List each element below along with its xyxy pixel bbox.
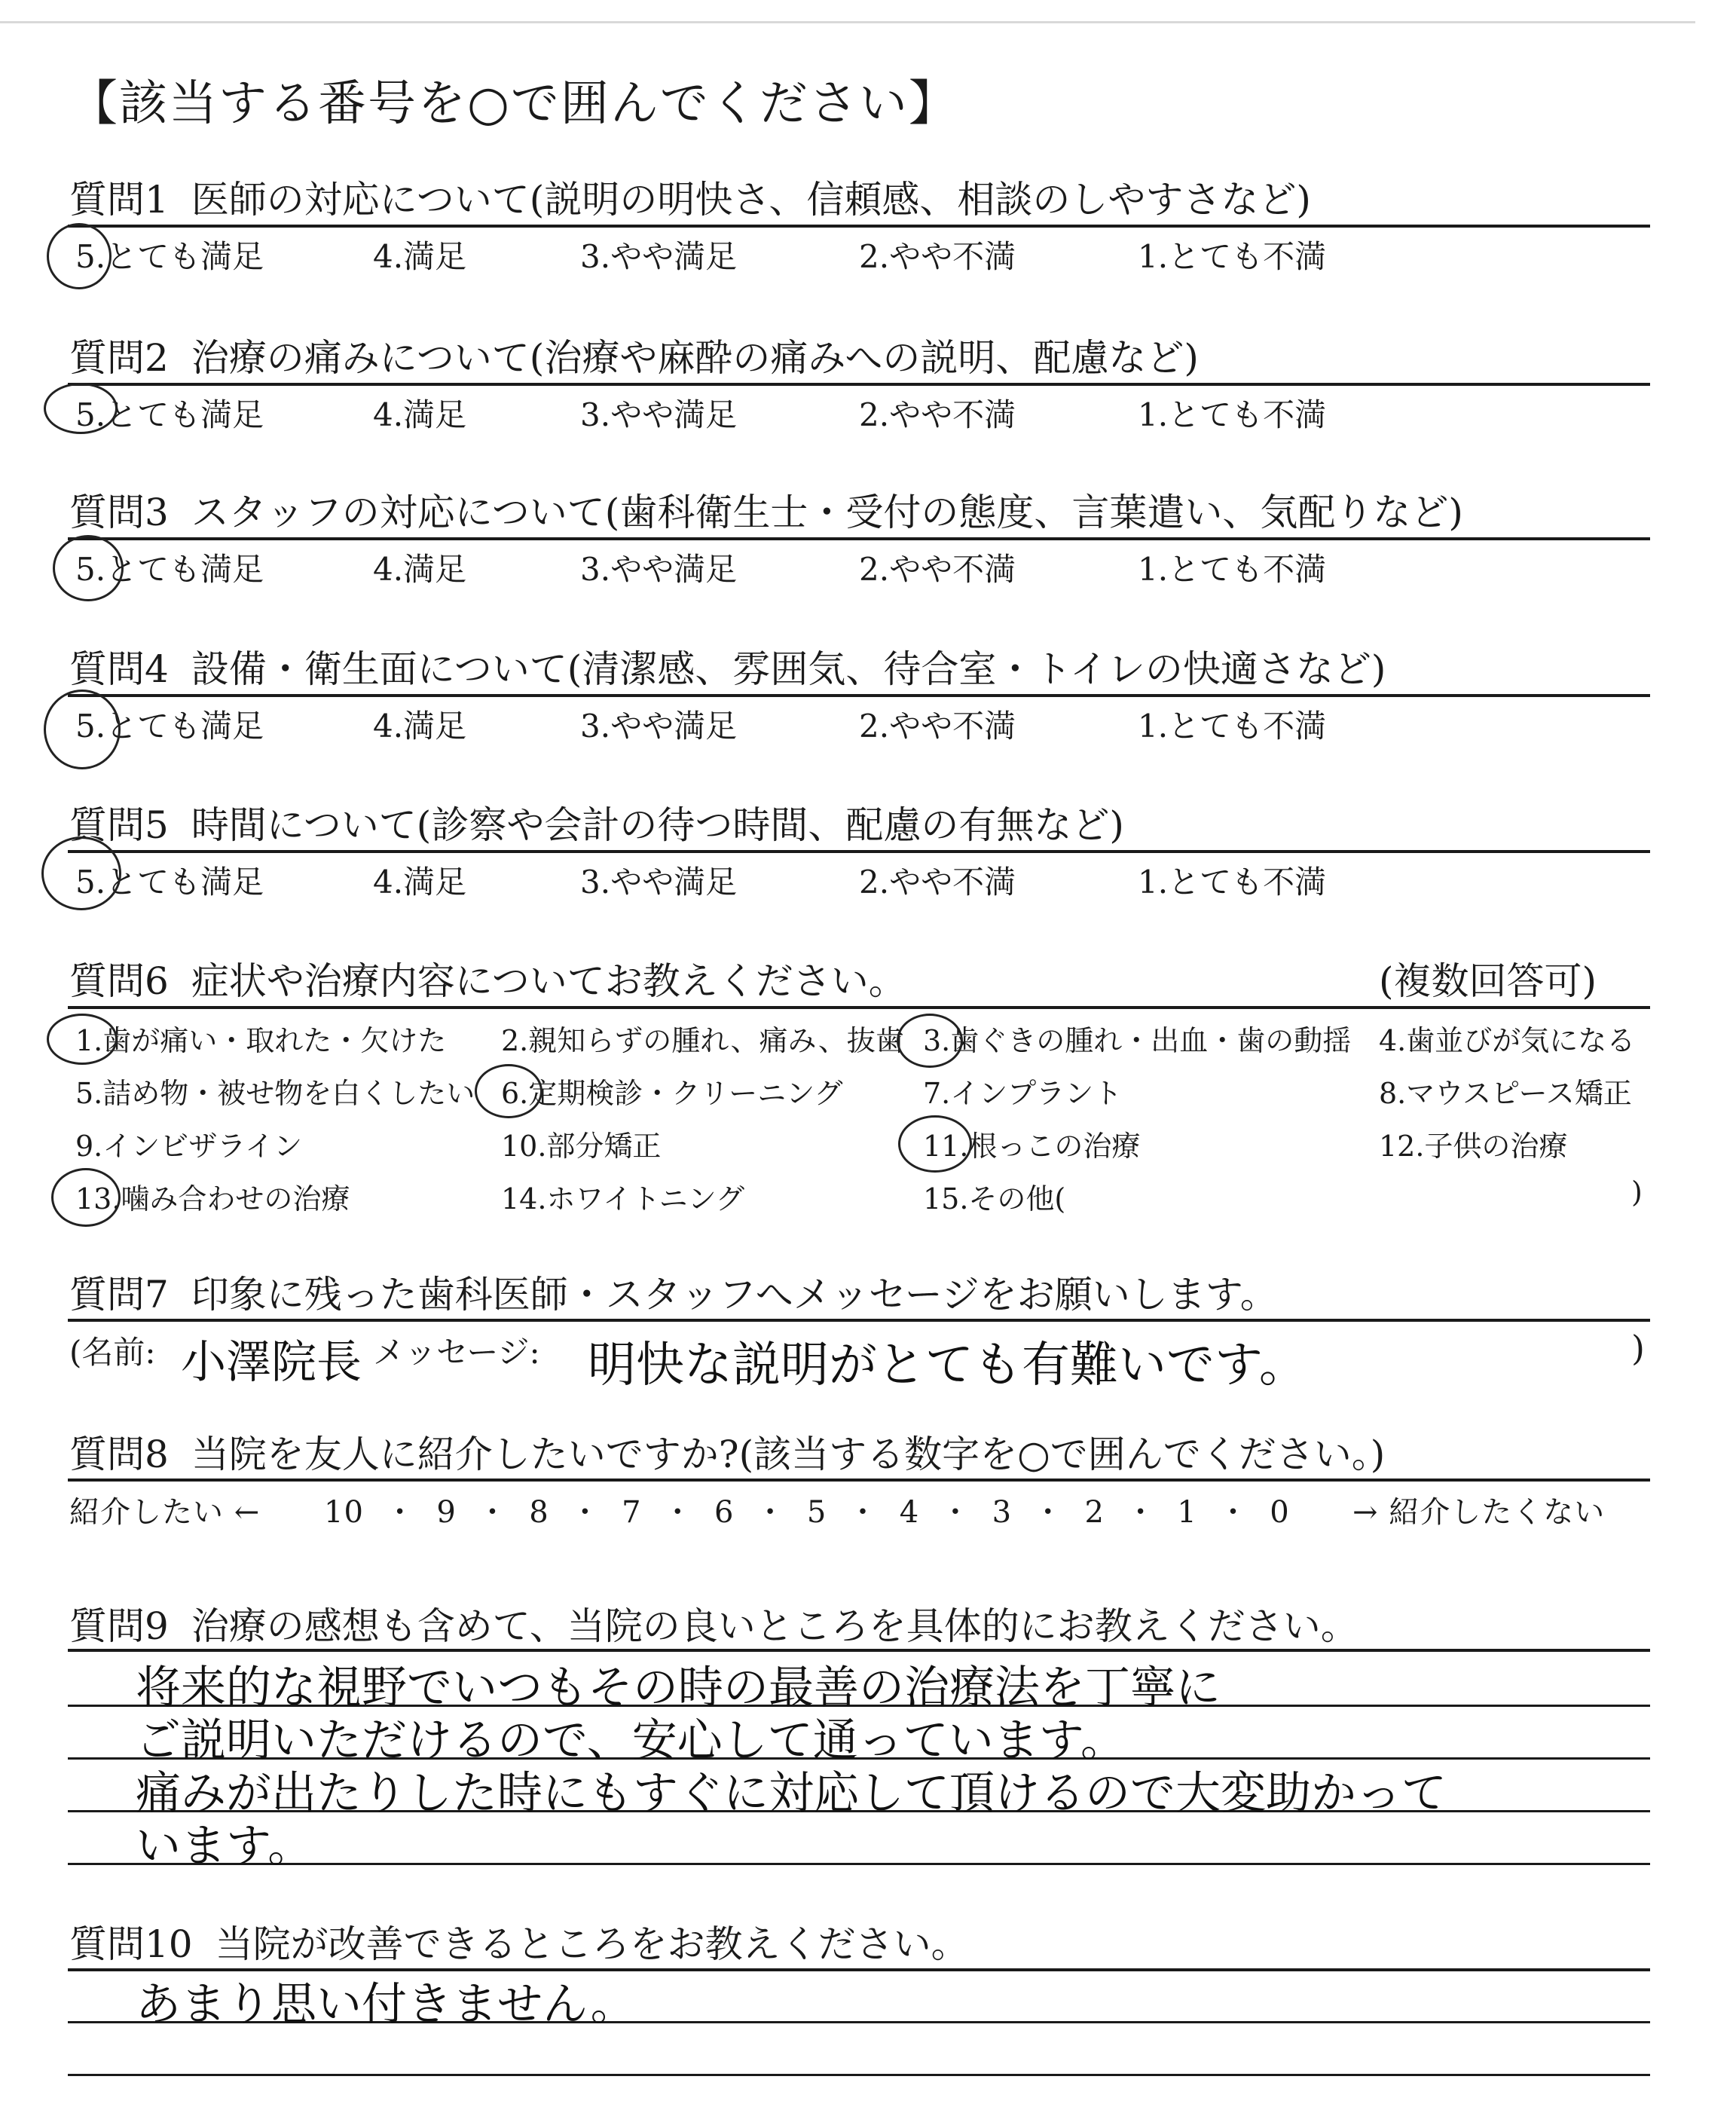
q2-option-3[interactable]: 3.やや満足: [580, 396, 738, 433]
q1-option-1[interactable]: 1.とても不満: [1138, 238, 1327, 275]
question-text: 治療の痛みについて(治療や麻酔の痛みへの説明、配慮など): [191, 336, 1199, 380]
question-1-title: [69, 170, 1311, 224]
q4-option-2[interactable]: 2.やや不満: [859, 708, 1016, 745]
q1-option-2[interactable]: 2.やや不満: [859, 238, 1016, 275]
symptom-option-12[interactable]: 12.子供の治療: [1379, 1130, 1568, 1163]
q3-option-2[interactable]: 2.やや不満: [859, 551, 1016, 588]
question-5-title: [69, 795, 1124, 849]
question-4-title: [69, 639, 1386, 693]
q2-selection-circle: [44, 383, 118, 434]
question-text: 設備・衛生面について(清潔感、雰囲気、待合室・トイレの快適さなど): [191, 647, 1386, 691]
symptom-option-1[interactable]: 1.歯が痛い・取れた・欠けた: [75, 1024, 447, 1057]
q9-answer-line-2[interactable]: ご説明いただけるので、安心して通っています。: [136, 1714, 1126, 1767]
symptom-option-6[interactable]: 6.定期検診・クリーニング: [501, 1077, 843, 1110]
question-number: 質問3: [69, 491, 169, 534]
q9-answer-line-1[interactable]: 将来的な視野でいつもその時の最善の治療法を丁寧に: [136, 1662, 1221, 1714]
q1-option-5[interactable]: 5.とても満足: [75, 238, 264, 275]
q5-option-4[interactable]: 4.満足: [373, 864, 467, 901]
symptom-option-3[interactable]: 3.歯ぐきの腫れ・出血・歯の動揺: [923, 1024, 1352, 1057]
symptom-option-15[interactable]: 15.その他(: [923, 1182, 1066, 1216]
q2-option-2[interactable]: 2.やや不満: [859, 396, 1016, 433]
question-number: 質問5: [69, 803, 169, 847]
q9-answer-line-4[interactable]: います。: [136, 1820, 313, 1873]
q4-option-3[interactable]: 3.やや満足: [580, 708, 738, 745]
symptom-option-14[interactable]: 14.ホワイトニング: [501, 1182, 745, 1216]
q1-option-3[interactable]: 3.やや満足: [580, 238, 738, 275]
q5-selection-circle: [41, 836, 121, 910]
q2-option-1[interactable]: 1.とても不満: [1138, 396, 1327, 433]
message-label: メッセージ:: [373, 1334, 540, 1371]
q1-selection-circle: [47, 223, 112, 289]
question-8-title: [69, 1424, 1385, 1479]
q10-answer[interactable]: あまり思い付きません。: [136, 1978, 636, 2031]
name-value[interactable]: 小澤院長: [181, 1336, 362, 1389]
q4-option-1[interactable]: 1.とても不満: [1138, 708, 1327, 745]
message-close-paren: ): [1631, 1328, 1645, 1368]
question-9-title: [69, 1596, 1359, 1650]
question-text: 当院を友人に紹介したいですか?(該当する数字を○で囲んでください。): [191, 1433, 1386, 1476]
symptom-option-13[interactable]: 13.噛み合わせの治療: [75, 1182, 350, 1216]
question-2-rule: [68, 383, 1650, 386]
symptom-option-2[interactable]: 2.親知らずの腫れ、痛み、抜歯: [501, 1024, 904, 1057]
question-text: 医師の対応について(説明の明快さ、信頼感、相談のしやすさなど): [191, 178, 1311, 222]
q3-option-4[interactable]: 4.満足: [373, 551, 467, 588]
q9-answer-line-3[interactable]: 痛みが出たりした時にもすぐに対応して頂けるので大変助かって: [136, 1767, 1447, 1820]
q3-option-5[interactable]: 5.とても満足: [75, 551, 264, 588]
question-number: 質問6: [69, 959, 169, 1003]
q1-option-4[interactable]: 4.満足: [373, 238, 467, 275]
symptom-11-selection-circle: [898, 1115, 972, 1173]
question-number: 質問10: [69, 1922, 193, 1966]
recommend-scale[interactable]: 10 ・ 9 ・ 8 ・ 7 ・ 6 ・ 5 ・ 4 ・ 3 ・ 2 ・ 1 ・ 0: [324, 1495, 1290, 1530]
question-6-rule: [68, 1006, 1650, 1009]
symptom-6-selection-circle: [475, 1064, 542, 1118]
symptom-option-8[interactable]: 8.マウスピース矯正: [1379, 1077, 1632, 1110]
question-7-title: [69, 1264, 1278, 1319]
question-number: 質問9: [69, 1604, 169, 1648]
question-number: 質問2: [69, 336, 169, 380]
symptom-option-5[interactable]: 5.詰め物・被せ物を白くしたい: [75, 1077, 475, 1110]
q3-option-3[interactable]: 3.やや満足: [580, 551, 738, 588]
q5-option-5[interactable]: 5.とても満足: [75, 864, 264, 901]
symptom-13-selection-circle: [51, 1168, 121, 1227]
answer-line: [68, 2074, 1650, 2076]
question-2-title: [69, 328, 1199, 382]
question-number: 質問1: [69, 178, 169, 222]
question-text: 治療の感想も含めて、当院の良いところを具体的にお教えください。: [191, 1604, 1359, 1648]
question-4-rule: [68, 694, 1650, 697]
question-text: スタッフの対応について(歯科衛生士・受付の態度、言葉遣い、気配りなど): [191, 491, 1463, 534]
q2-option-4[interactable]: 4.満足: [373, 396, 467, 433]
question-number: 質問4: [69, 647, 169, 691]
question-7-rule: [68, 1319, 1650, 1322]
q2-option-5[interactable]: 5.とても満足: [75, 396, 264, 433]
symptom-3-selection-circle: [897, 1014, 963, 1068]
symptom-option-10[interactable]: 10.部分矯正: [501, 1130, 662, 1163]
q5-option-2[interactable]: 2.やや不満: [859, 864, 1016, 901]
q3-selection-circle: [53, 535, 124, 601]
q4-selection-circle: [44, 690, 121, 769]
question-1-rule: [68, 225, 1650, 228]
question-10-title: [69, 1914, 969, 1968]
symptom-option-4[interactable]: 4.歯並びが気になる: [1379, 1024, 1636, 1057]
recommend-right-label: → 紹介したくない: [1352, 1495, 1606, 1530]
q4-option-4[interactable]: 4.満足: [373, 708, 467, 745]
symptom-option-9[interactable]: 9.インビザライン: [75, 1130, 303, 1163]
symptom-option-7[interactable]: 7.インプラント: [923, 1077, 1123, 1110]
question-6-title: [69, 951, 906, 1005]
symptom-1-selection-circle: [47, 1014, 118, 1065]
multiple-answers-note: (複数回答可): [1379, 959, 1597, 1003]
question-number: 質問7: [69, 1273, 169, 1316]
question-text: 当院が改善できるところをお教えください。: [215, 1922, 969, 1966]
q3-option-1[interactable]: 1.とても不満: [1138, 551, 1327, 588]
page-top-edge: [0, 21, 1695, 23]
question-text: 印象に残った歯科医師・スタッフへメッセージをお願いします。: [191, 1273, 1278, 1316]
question-text: 症状や治療内容についてお教えください。: [191, 959, 906, 1003]
message-value[interactable]: 明快な説明がとても有難いです。: [588, 1338, 1307, 1393]
question-3-rule: [68, 537, 1650, 540]
other-close-paren: ): [1631, 1176, 1643, 1209]
question-number: 質問8: [69, 1433, 169, 1476]
q4-option-5[interactable]: 5.とても満足: [75, 708, 264, 745]
name-label: (名前:: [69, 1334, 156, 1371]
question-8-rule: [68, 1479, 1650, 1482]
form-header: 【該当する番号を○で囲んでください】: [69, 76, 958, 132]
recommend-left-label: 紹介したい ←: [69, 1495, 261, 1530]
q5-option-3[interactable]: 3.やや満足: [580, 864, 738, 901]
symptom-option-11[interactable]: 11.根っこの治療: [923, 1130, 1141, 1163]
question-text: 時間について(診察や会計の待つ時間、配慮の有無など): [191, 803, 1124, 847]
question-3-title: [69, 482, 1463, 537]
question-5-rule: [68, 850, 1650, 853]
q5-option-1[interactable]: 1.とても不満: [1138, 864, 1327, 901]
